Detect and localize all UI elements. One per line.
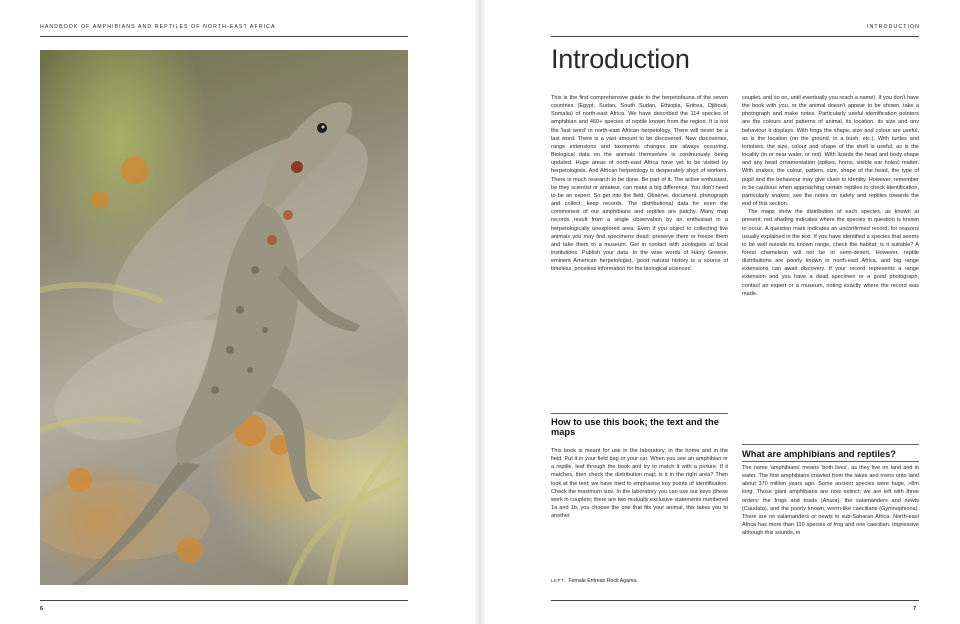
maps-paragraph: The maps show the distribution of each species, as known at present; red shading indicates where the species in question is known to occur. A question mark indicates an unconfirmed record, for reasons usually explained in the text. If you have identified a species that seems to be well outside its known range, check the habitat; is it suitable? A forest chameleon will not be in semi-desert. However, reptile distributions are poorly known in north-east Africa, and big range extensions can await discovery. If your record represents a range extension and you have a dead specimen or a good photograph, contact an expert or a museum, noting exactly where the record was made. xyxy=(742,209,919,297)
section-heading-rule xyxy=(551,413,728,414)
bottom-rule-right xyxy=(551,600,919,601)
book-spine-shadow xyxy=(474,0,486,624)
section-heading-rule-bottom xyxy=(742,461,919,462)
caption-text: Female Eritrean Rock Agama. xyxy=(568,578,638,584)
what-are-column xyxy=(742,464,919,537)
how-to-use-paragraph: This book is meant for use in the laboratory, in the home and in the field. Put it in your field bag or your car. When you see an amphibian or a reptile, leaf through the book and try to match it with a picture. If it matches, then check the distribution map; is it in the right area? Then look at the text; we have tried to emphasise key points of identification. Check the maximum size. In the laboratory you can use our keys (these work in couplets; there are two mutually exclusive statements numbered 1a and 1b, you choose the one that fits your animal, this takes you to another xyxy=(551,448,728,520)
right-column xyxy=(742,94,919,298)
lizard-photo xyxy=(40,50,408,585)
page-title: Introduction xyxy=(551,44,690,74)
keys-continued-paragraph: couplet, and so on, until eventually you reach a name). If you don't have the book with you, or the animal doesn't appear to be shown, take a photograph and make notes. Particularly useful identification pointers are the colours and patterns of animal, its location, its size and any behaviour it displays. With frogs the shape, size and colour are useful, as is the location (on the ground, in a bush, etc.). With turtles and tortoises, the size, colour and shape of the shell is useful; as is the locality (in or near water, or not). With lizards the head and body shape and any head ornamentation (spikes, horns, visible ear holes) matter. With snakes, the colour, pattern, size, shape of the head, the type of pupil and the behaviour may give clues to identity. However, remember to be cautious when approaching certain reptiles to check identification, particularly snakes; see the notes on safety and reptiles towards the end of this section. xyxy=(742,95,919,208)
photo-caption xyxy=(551,578,638,584)
section-heading-rule-top xyxy=(742,444,919,445)
agama-lizard-illustration xyxy=(40,50,408,585)
section-heading-what-are: What are amphibians and reptiles? xyxy=(742,449,896,459)
intro-paragraph: This is the first comprehensive guide to the herpetofauna of the seven countries (Egypt, Sudan, South Sudan, Ethiopia, Eritrea, Djibouti, Somalia) of north-east Africa. We have described the 114 species of amphibian and 460+ species of reptile known from the region. It is not the 'last word' in north-east African herpetology. There will never be a last word. There is a vast amount to be discovered. New discoveries, range extensions and taxonomic changes are always occurring. Biological data on the animals themselves is continuously being updated. Huge areas of north-east Africa have yet to be visited by herpetologists. And African herpetology is desperately short of workers. There is much research to be done. Be part of it. The active enthusiast, be they scientist or amateur, can make a big difference. You don't need to be an expert. So get into the field. Observe, document, photograph and collect; keep records. The distributional data for even the commonest of our amphibians and reptiles are patchy. Many map records result from a single observation by an enthusiast in a herpetologically unexplored area. Even if you object to collecting live animals you may find specimens dead; preserve them or freeze them and take them to a museum. Get in contact with zoologists at local institutions. Publish your data. In the wise words of Harry Greene, eminent American herpetologist, 'good natural history is a source of timeless, priceless information for the biological sciences'. xyxy=(551,95,728,273)
top-rule-right xyxy=(551,36,919,37)
how-to-use-column xyxy=(551,447,728,520)
top-rule-left xyxy=(40,36,408,37)
section-heading-how-to-use: How to use this book; the text and the maps xyxy=(551,417,719,438)
page-number-left: 6 xyxy=(40,606,44,612)
bottom-rule-left xyxy=(40,600,408,601)
running-head-left: HANDBOOK OF AMPHIBIANS AND REPTILES OF NORTH-EAST AFRICA xyxy=(40,24,276,30)
what-are-paragraph: The name 'amphibians' means 'both lives', as they live on land and in water. The first amphibians crawled from the lakes and rivers onto land about 370 million years ago. Some ancient species were huge, >8m long. Those giant amphibians are now extinct; we are left with three orders: the frogs and toads (Anura), the salamanders and newts (Caudata), and the poorly known, worm-like caecilians (Gymnophiona). There are no salamanders or newts in sub-Saharan Africa. North-east Africa has more than 110 species of frog and one caecilian. Impressive although this sounds, in xyxy=(742,465,919,537)
intro-column xyxy=(551,94,728,273)
caption-lead: LEFT: xyxy=(551,578,566,583)
running-head-right: INTRODUCTION xyxy=(867,24,920,30)
page-number-right: 7 xyxy=(913,606,917,612)
